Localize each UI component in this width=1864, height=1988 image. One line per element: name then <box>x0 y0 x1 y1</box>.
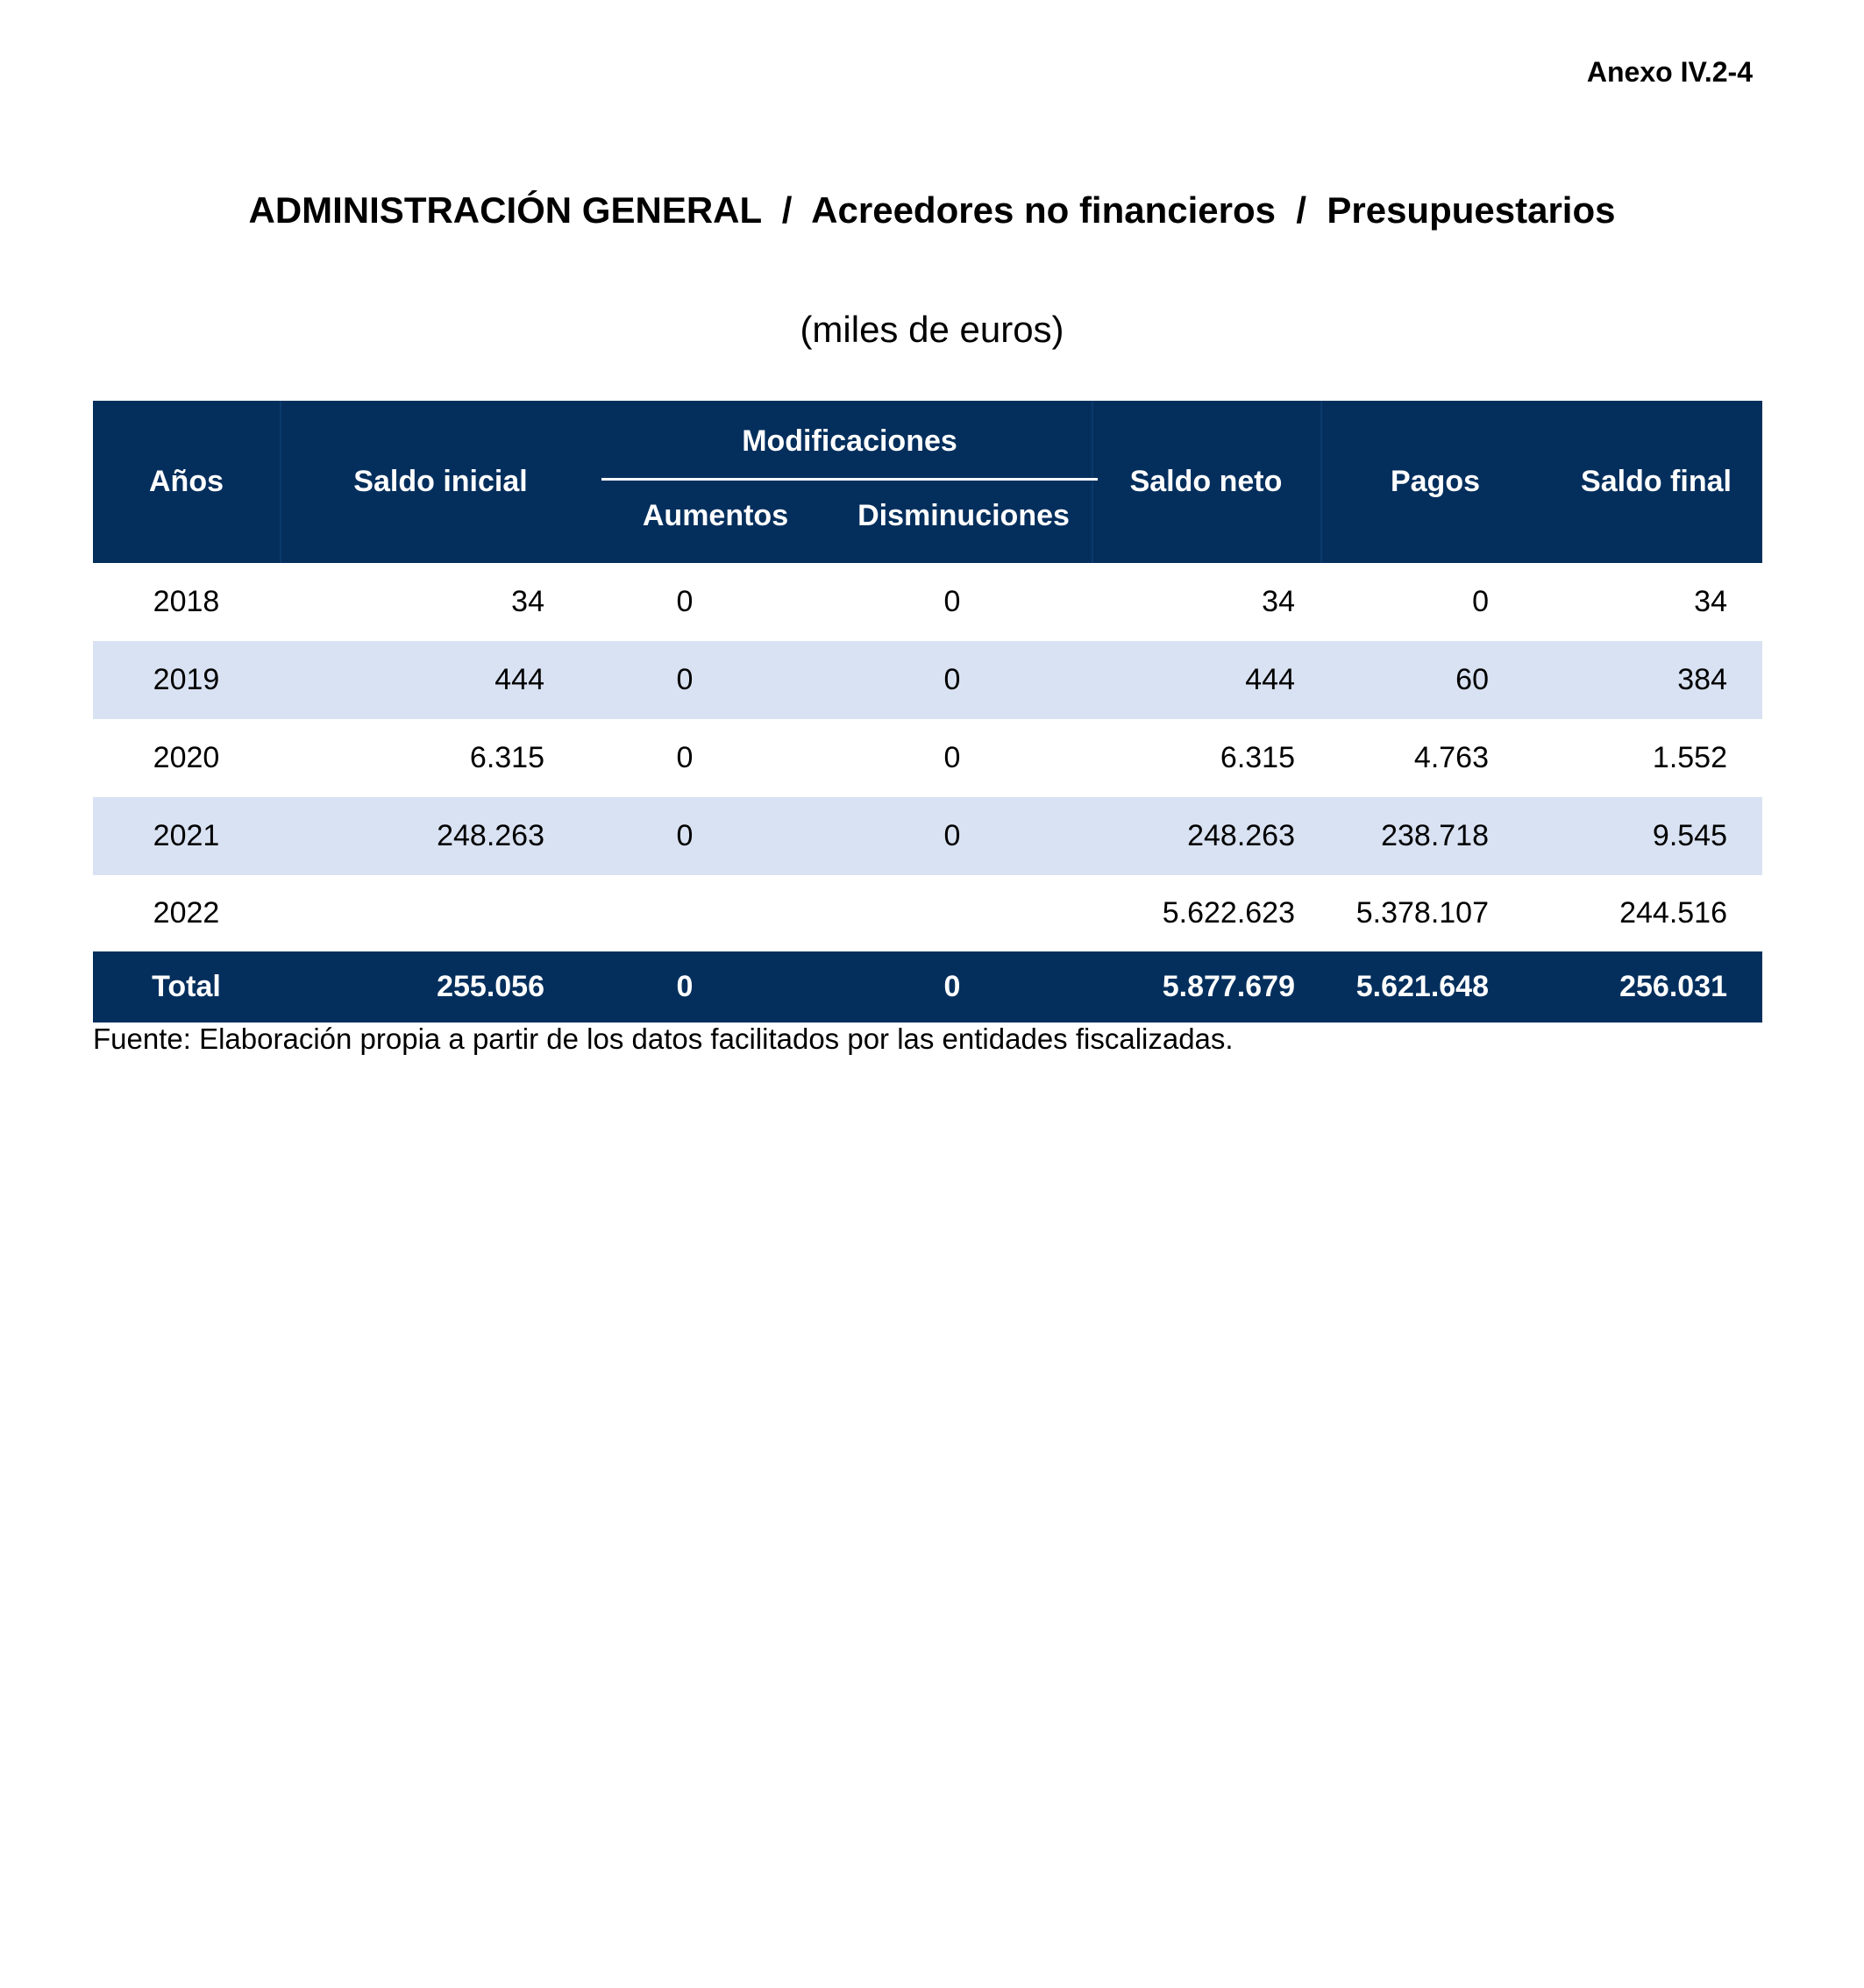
cell-aumentos: 0 <box>676 663 694 696</box>
cell-saldo-final: 34 <box>1694 585 1727 618</box>
cell-total-saldo-neto: 5.877.679 <box>1162 970 1295 1003</box>
header-pagos: Pagos <box>1390 465 1481 498</box>
cell-saldo-final: 9.545 <box>1652 819 1727 852</box>
cell-total-saldo-inicial: 255.056 <box>437 970 544 1003</box>
table-row <box>93 563 1762 641</box>
header-saldo-inicial: Saldo inicial <box>353 465 528 498</box>
annex-label: Anexo IV.2-4 <box>1586 56 1753 88</box>
units-subtitle: (miles de euros) <box>800 309 1064 350</box>
cell-anio: 2018 <box>153 585 220 618</box>
header-saldo-neto: Saldo neto <box>1129 465 1283 498</box>
table-row <box>93 875 1762 951</box>
cell-aumentos: 0 <box>676 741 694 774</box>
cell-total-disminuciones: 0 <box>943 970 961 1003</box>
cell-disminuciones <box>908 875 996 951</box>
cell-saldo-final: 1.552 <box>1652 741 1727 774</box>
header-saldo-final: Saldo final <box>1581 465 1732 498</box>
cell-saldo-inicial: 34 <box>511 585 544 618</box>
header-disminuciones: Disminuciones <box>857 498 1070 532</box>
cell-anio: 2020 <box>153 741 220 774</box>
cell-saldo-neto: 6.315 <box>1220 741 1295 774</box>
cell-pagos: 4.763 <box>1413 741 1489 774</box>
cell-aumentos: 0 <box>676 585 694 618</box>
header-anios: Años <box>149 465 224 498</box>
cell-disminuciones: 0 <box>943 663 961 696</box>
cell-anio: 2022 <box>153 896 220 930</box>
table-row <box>93 641 1762 719</box>
header-group-divider <box>601 478 1098 481</box>
table-row <box>93 719 1762 797</box>
cell-pagos: 0 <box>1472 585 1489 618</box>
cell-total-saldo-final: 256.031 <box>1619 970 1727 1003</box>
cell-total-label: Total <box>152 970 221 1003</box>
cell-saldo-final: 384 <box>1677 663 1727 696</box>
cell-saldo-neto: 34 <box>1262 585 1295 618</box>
header-aumentos: Aumentos <box>642 498 789 532</box>
cell-saldo-inicial: 444 <box>494 663 544 696</box>
table-row <box>93 797 1762 875</box>
page-title: ADMINISTRACIÓN GENERAL / Acreedores no financieros / Presupuestarios <box>248 189 1616 231</box>
cell-aumentos <box>601 875 768 951</box>
cell-aumentos: 0 <box>676 819 694 852</box>
total-row <box>93 951 1762 1023</box>
cell-saldo-inicial <box>280 875 544 951</box>
cell-disminuciones: 0 <box>943 819 961 852</box>
cell-total-aumentos: 0 <box>676 970 694 1003</box>
cell-saldo-inicial: 6.315 <box>469 741 544 774</box>
data-table <box>93 401 1762 1023</box>
cell-saldo-neto: 5.622.623 <box>1162 896 1295 930</box>
cell-pagos: 60 <box>1455 663 1489 696</box>
cell-saldo-inicial: 248.263 <box>437 819 544 852</box>
cell-saldo-neto: 248.263 <box>1187 819 1295 852</box>
cell-saldo-neto: 444 <box>1245 663 1295 696</box>
cell-pagos: 5.378.107 <box>1355 896 1489 930</box>
source-note: Fuente: Elaboración propia a partir de los datos facilitados por las entidades fiscalizadas. <box>93 1023 1234 1055</box>
table-header <box>93 401 1762 563</box>
cell-total-pagos: 5.621.648 <box>1355 970 1489 1003</box>
cell-saldo-final: 244.516 <box>1619 896 1727 930</box>
cell-disminuciones: 0 <box>943 585 961 618</box>
cell-anio: 2021 <box>153 819 220 852</box>
cell-disminuciones: 0 <box>943 741 961 774</box>
cell-anio: 2019 <box>153 663 220 696</box>
cell-pagos: 238.718 <box>1381 819 1489 852</box>
header-modificaciones: Modificaciones <box>742 424 957 458</box>
